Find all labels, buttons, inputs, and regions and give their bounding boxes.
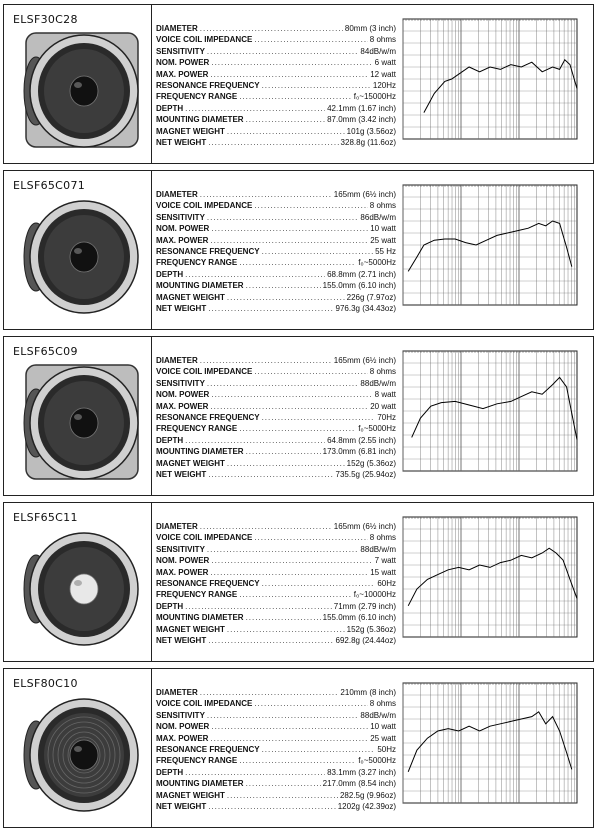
spec-value: 152g (5.36oz) <box>346 624 396 634</box>
spec-value: 84dB/w/m <box>360 46 396 56</box>
spec-row <box>156 801 396 812</box>
spec-value: 217.0mm (8.54 inch) <box>322 779 396 789</box>
response-chart <box>397 177 583 317</box>
spec-row <box>156 389 396 400</box>
product-photo <box>4 669 152 827</box>
spec-row <box>156 423 396 434</box>
spec-label: MOUNTING DIAMETER <box>156 613 244 623</box>
spec-value: 8 ohms <box>369 533 396 543</box>
spec-value: 7 watt <box>374 556 396 566</box>
dot-leader <box>210 69 368 80</box>
spec-value: f₀~5000Hz <box>358 258 396 268</box>
dot-leader <box>254 34 367 45</box>
dot-leader <box>239 755 356 766</box>
model-name: ELSF80C10 <box>13 677 78 690</box>
dot-leader <box>207 46 359 57</box>
spec-row <box>156 114 396 125</box>
spec-value: 88dB/w/m <box>360 378 396 388</box>
product-card <box>3 170 594 330</box>
dot-leader <box>200 687 339 698</box>
spec-label: DIAMETER <box>156 522 198 531</box>
spec-value: f₀~5000Hz <box>358 756 396 766</box>
spec-value: 68.8mm (2.71 inch) <box>327 269 396 279</box>
spec-row <box>156 435 396 446</box>
speaker-icon <box>12 359 144 487</box>
dot-leader <box>262 412 376 423</box>
dot-leader <box>211 223 368 234</box>
product-card <box>3 336 594 496</box>
spec-row <box>156 601 396 612</box>
spec-row <box>156 624 396 635</box>
spec-value: 83.1mm (3.27 inch) <box>327 767 396 777</box>
spec-label: MAGNET WEIGHT <box>156 624 225 634</box>
dot-leader <box>239 257 356 268</box>
spec-value: 87.0mm (3.42 inch) <box>327 115 396 125</box>
spec-row <box>156 446 396 457</box>
spec-label: MAGNET WEIGHT <box>156 126 225 136</box>
spec-value: 1202g (42.39oz) <box>337 802 396 812</box>
spec-value: 282.5g (9.96oz) <box>339 790 396 800</box>
spec-row <box>156 578 396 589</box>
spec-value: 8 ohms <box>369 367 396 377</box>
spec-value: 735.5g (25.94oz) <box>335 470 396 480</box>
dot-leader <box>208 801 336 812</box>
spec-label: DIAMETER <box>156 24 198 33</box>
dot-leader <box>262 246 374 257</box>
spec-label: MAGNET WEIGHT <box>156 790 225 800</box>
spec-value: 80mm (3 inch) <box>344 24 396 33</box>
spec-value: 210mm (8 inch) <box>340 688 396 697</box>
dot-leader <box>200 355 332 366</box>
spec-label: NOM. POWER <box>156 722 210 732</box>
dot-leader <box>211 721 368 732</box>
dot-leader <box>210 733 368 744</box>
spec-row <box>156 303 396 314</box>
dot-leader <box>246 280 321 291</box>
spec-row <box>156 412 396 423</box>
model-name: ELSF65C071 <box>13 179 86 192</box>
spec-label: MAX. POWER <box>156 401 209 411</box>
spec-label: NET WEIGHT <box>156 470 207 480</box>
spec-value: 88dB/w/m <box>360 710 396 720</box>
dot-leader <box>210 235 368 246</box>
spec-row <box>156 744 396 755</box>
spec-label: NET WEIGHT <box>156 802 207 812</box>
spec-row <box>156 458 396 469</box>
spec-row <box>156 200 396 211</box>
dot-leader <box>239 91 352 102</box>
dot-leader <box>211 555 372 566</box>
spec-label: FREQUENCY RANGE <box>156 92 238 102</box>
dot-leader <box>207 378 359 389</box>
spec-value: 42.1mm (1.67 inch) <box>327 103 396 113</box>
spec-row <box>156 126 396 137</box>
spec-value: 155.0mm (6.10 inch) <box>322 281 396 291</box>
spec-value: 15 watt <box>370 567 396 577</box>
spec-value: 8 watt <box>374 390 396 400</box>
spec-value: 60Hz <box>377 579 396 589</box>
product-photo <box>4 171 152 329</box>
spec-row <box>156 778 396 789</box>
spec-list <box>156 687 396 812</box>
model-name: ELSF65C09 <box>13 345 78 358</box>
product-card <box>3 668 594 828</box>
spec-label: MAGNET WEIGHT <box>156 292 225 302</box>
spec-label: VOICE COIL IMPEDANCE <box>156 699 253 709</box>
spec-value: 25 watt <box>370 235 396 245</box>
dot-leader <box>211 389 372 400</box>
spec-value: 173.0mm (6.81 inch) <box>322 447 396 457</box>
spec-list <box>156 23 396 148</box>
spec-value: 976.3g (34.43oz) <box>335 304 396 314</box>
spec-label: MOUNTING DIAMETER <box>156 779 244 789</box>
spec-label: NET WEIGHT <box>156 304 207 314</box>
spec-label: VOICE COIL IMPEDANCE <box>156 533 253 543</box>
spec-label: MOUNTING DIAMETER <box>156 281 244 291</box>
spec-label: SENSITIVITY <box>156 544 205 554</box>
product-photo <box>4 503 152 661</box>
spec-row <box>156 710 396 721</box>
spec-label: NOM. POWER <box>156 58 210 68</box>
spec-label: RESONANCE FREQUENCY <box>156 81 260 91</box>
spec-value: 101g (3.56oz) <box>346 126 396 136</box>
dot-leader <box>239 589 352 600</box>
speaker-icon <box>12 691 144 819</box>
spec-label: MAX. POWER <box>156 69 209 79</box>
spec-label: DEPTH <box>156 435 184 445</box>
spec-value: 152g (5.36oz) <box>346 458 396 468</box>
response-chart <box>397 11 583 151</box>
dot-leader <box>262 744 376 755</box>
dot-leader <box>254 532 367 543</box>
spec-value: 10 watt <box>370 722 396 732</box>
spec-label: MAX. POWER <box>156 733 209 743</box>
spec-value: 12 watt <box>370 69 396 79</box>
dot-leader <box>210 567 368 578</box>
spec-value: 71mm (2.79 inch) <box>333 601 396 611</box>
spec-list <box>156 521 396 646</box>
frequency-response-graph <box>397 343 583 483</box>
spec-list <box>156 189 396 314</box>
product-card <box>3 4 594 164</box>
spec-list <box>156 355 396 480</box>
spec-row <box>156 767 396 778</box>
spec-row <box>156 790 396 801</box>
spec-label: RESONANCE FREQUENCY <box>156 413 260 423</box>
spec-value: 165mm (6½ inch) <box>333 190 396 199</box>
spec-row <box>156 103 396 114</box>
spec-row <box>156 469 396 480</box>
dot-leader <box>262 80 371 91</box>
dot-leader <box>208 635 333 646</box>
spec-value: 10 watt <box>370 224 396 234</box>
spec-row <box>156 91 396 102</box>
dot-leader <box>211 57 372 68</box>
spec-row <box>156 235 396 246</box>
product-photo <box>4 337 152 495</box>
spec-label: FREQUENCY RANGE <box>156 424 238 434</box>
spec-row <box>156 80 396 91</box>
model-name: ELSF30C28 <box>13 13 78 26</box>
frequency-response-graph <box>397 177 583 317</box>
spec-value: f₀~10000Hz <box>353 590 396 600</box>
spec-label: FREQUENCY RANGE <box>156 756 238 766</box>
spec-row <box>156 137 396 148</box>
spec-row <box>156 544 396 555</box>
dot-leader <box>254 698 367 709</box>
spec-row <box>156 34 396 45</box>
spec-label: MOUNTING DIAMETER <box>156 447 244 457</box>
spec-label: MOUNTING DIAMETER <box>156 115 244 125</box>
spec-row <box>156 635 396 646</box>
response-chart <box>397 509 583 649</box>
spec-row <box>156 292 396 303</box>
spec-row <box>156 589 396 600</box>
spec-label: RESONANCE FREQUENCY <box>156 745 260 755</box>
spec-label: MAGNET WEIGHT <box>156 458 225 468</box>
spec-label: FREQUENCY RANGE <box>156 258 238 268</box>
spec-label: MAX. POWER <box>156 235 209 245</box>
spec-row <box>156 355 396 366</box>
spec-label: RESONANCE FREQUENCY <box>156 247 260 257</box>
dot-leader <box>210 401 368 412</box>
spec-value: 50Hz <box>377 745 396 755</box>
frequency-response-graph <box>397 509 583 649</box>
dot-leader <box>246 612 321 623</box>
spec-row <box>156 57 396 68</box>
spec-label: NET WEIGHT <box>156 138 207 148</box>
spec-row <box>156 46 396 57</box>
spec-label: VOICE COIL IMPEDANCE <box>156 35 253 45</box>
spec-row <box>156 612 396 623</box>
spec-row <box>156 280 396 291</box>
spec-row <box>156 69 396 80</box>
spec-label: SENSITIVITY <box>156 46 205 56</box>
spec-label: SENSITIVITY <box>156 378 205 388</box>
spec-value: 8 ohms <box>369 35 396 45</box>
dot-leader <box>246 114 326 125</box>
response-chart <box>397 343 583 483</box>
spec-row <box>156 567 396 578</box>
dot-leader <box>185 269 325 280</box>
spec-label: DIAMETER <box>156 190 198 199</box>
dot-leader <box>246 778 321 789</box>
dot-leader <box>208 137 338 148</box>
spec-row <box>156 23 396 34</box>
spec-label: NET WEIGHT <box>156 636 207 646</box>
dot-leader <box>185 103 325 114</box>
spec-row <box>156 521 396 532</box>
dot-leader <box>200 521 332 532</box>
dot-leader <box>239 423 356 434</box>
dot-leader <box>185 601 332 612</box>
spec-row <box>156 532 396 543</box>
spec-value: 6 watt <box>374 58 396 68</box>
spec-label: VOICE COIL IMPEDANCE <box>156 201 253 211</box>
spec-value: 88dB/w/m <box>360 544 396 554</box>
frequency-response-graph <box>397 11 583 151</box>
dot-leader <box>227 126 345 137</box>
spec-label: NOM. POWER <box>156 390 210 400</box>
spec-row <box>156 555 396 566</box>
dot-leader <box>262 578 376 589</box>
spec-value: 8 ohms <box>369 699 396 709</box>
dot-leader <box>200 189 332 200</box>
speaker-icon <box>12 193 144 321</box>
spec-label: SENSITIVITY <box>156 710 205 720</box>
spec-value: 120Hz <box>372 81 396 91</box>
spec-label: DIAMETER <box>156 688 198 697</box>
spec-value: 86dB/w/m <box>360 212 396 222</box>
product-card <box>3 502 594 662</box>
dot-leader <box>185 435 325 446</box>
spec-value: 165mm (6½ inch) <box>333 356 396 365</box>
spec-value: 165mm (6½ inch) <box>333 522 396 531</box>
spec-value: 328.8g (11.6oz) <box>340 138 396 148</box>
spec-row <box>156 212 396 223</box>
spec-label: FREQUENCY RANGE <box>156 590 238 600</box>
dot-leader <box>208 303 333 314</box>
spec-row <box>156 698 396 709</box>
spec-row <box>156 257 396 268</box>
spec-value: 20 watt <box>370 401 396 411</box>
speaker-icon <box>12 27 144 155</box>
spec-label: DIAMETER <box>156 356 198 365</box>
model-name: ELSF65C11 <box>13 511 78 524</box>
frequency-response-graph <box>397 675 583 815</box>
dot-leader <box>208 469 333 480</box>
dot-leader <box>254 366 367 377</box>
spec-row <box>156 366 396 377</box>
dot-leader <box>207 710 359 721</box>
spec-row <box>156 687 396 698</box>
dot-leader <box>227 292 345 303</box>
spec-row <box>156 755 396 766</box>
spec-value: 226g (7.97oz) <box>346 292 396 302</box>
spec-label: SENSITIVITY <box>156 212 205 222</box>
dot-leader <box>200 23 343 34</box>
spec-value: 8 ohms <box>369 201 396 211</box>
spec-row <box>156 246 396 257</box>
dot-leader <box>227 458 345 469</box>
spec-label: DEPTH <box>156 767 184 777</box>
spec-label: RESONANCE FREQUENCY <box>156 579 260 589</box>
spec-value: 25 watt <box>370 733 396 743</box>
spec-row <box>156 401 396 412</box>
spec-label: DEPTH <box>156 269 184 279</box>
spec-value: f₀~15000Hz <box>353 92 396 102</box>
dot-leader <box>227 624 345 635</box>
spec-row <box>156 733 396 744</box>
spec-label: NOM. POWER <box>156 224 210 234</box>
dot-leader <box>207 544 359 555</box>
dot-leader <box>207 212 359 223</box>
spec-row <box>156 378 396 389</box>
spec-label: MAX. POWER <box>156 567 209 577</box>
spec-row <box>156 223 396 234</box>
spec-value: 692.8g (24.44oz) <box>335 636 396 646</box>
spec-value: 64.8mm (2.55 inch) <box>327 435 396 445</box>
dot-leader <box>185 767 325 778</box>
dot-leader <box>246 446 321 457</box>
spec-value: 155.0mm (6.10 inch) <box>322 613 396 623</box>
speaker-icon <box>12 525 144 653</box>
spec-value: 55 Hz <box>375 247 396 257</box>
dot-leader <box>227 790 338 801</box>
response-chart <box>397 675 583 815</box>
spec-label: VOICE COIL IMPEDANCE <box>156 367 253 377</box>
dot-leader <box>254 200 367 211</box>
spec-row <box>156 721 396 732</box>
spec-label: DEPTH <box>156 601 184 611</box>
product-photo <box>4 5 152 163</box>
spec-label: NOM. POWER <box>156 556 210 566</box>
spec-label: DEPTH <box>156 103 184 113</box>
spec-value: f₀~5000Hz <box>358 424 396 434</box>
spec-row <box>156 269 396 280</box>
spec-row <box>156 189 396 200</box>
spec-value: 70Hz <box>377 413 396 423</box>
